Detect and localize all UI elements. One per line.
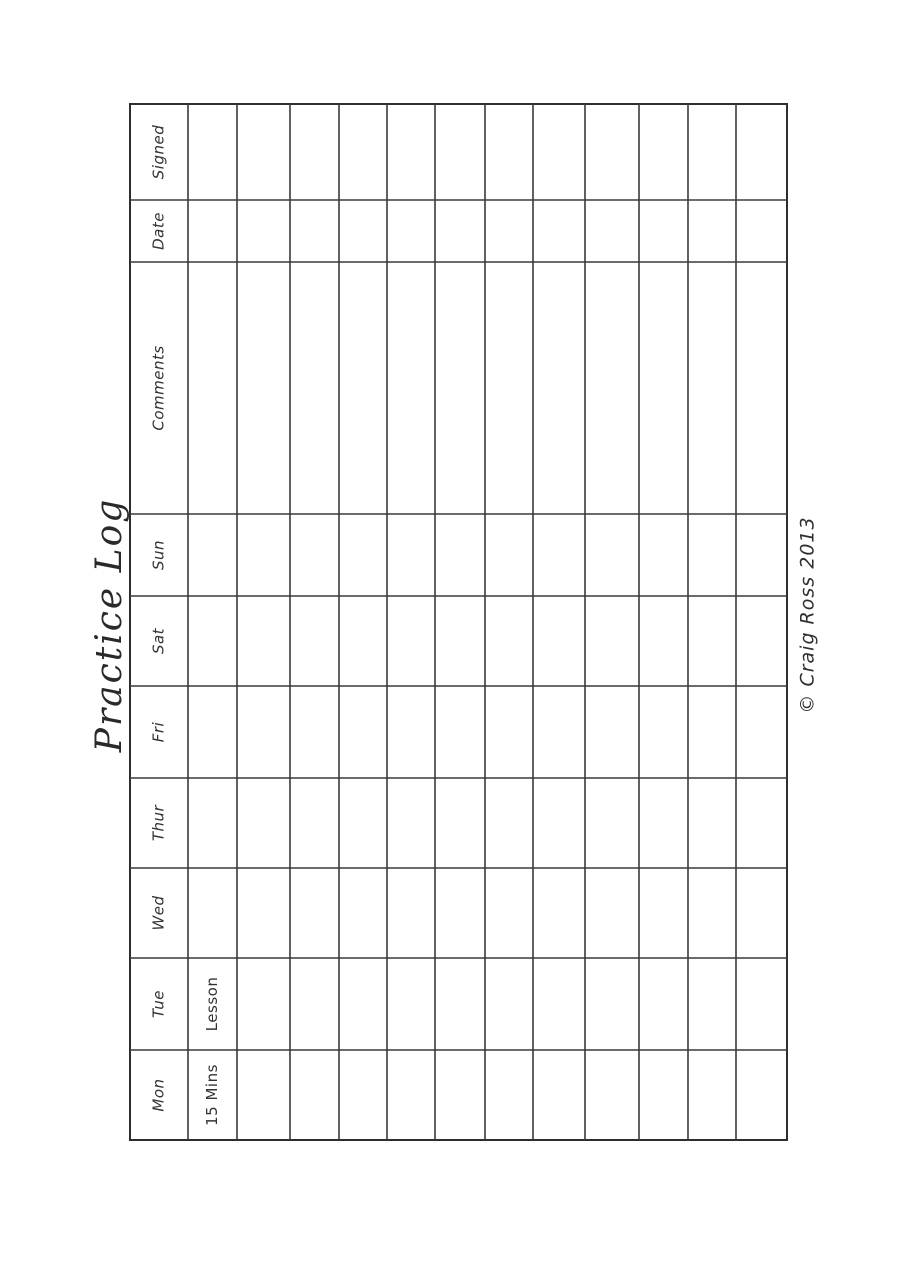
column-header-date: Date [149,212,168,250]
column-header-fri: Fri [149,721,168,743]
log-table-header [150,125,168,1112]
copyright-notice: © Craig Ross 2013 [796,516,819,714]
column-header-wed: Wed [149,895,168,931]
column-header-sat: Sat [149,627,168,655]
column-header-sun: Sun [149,539,168,571]
log-cell[interactable]: 15 Mins [203,1064,221,1126]
column-header-mon: Mon [149,1078,168,1112]
log-cell[interactable]: Lesson [203,976,221,1032]
column-header-comments: Comments [149,345,168,431]
log-table-entries [203,977,221,1126]
page-title: Practice Log [89,497,130,753]
column-header-tue: Tue [149,990,168,1018]
column-header-signed: Signed [149,124,168,180]
column-header-thur: Thur [149,804,168,842]
log-table-grid [130,104,787,1140]
